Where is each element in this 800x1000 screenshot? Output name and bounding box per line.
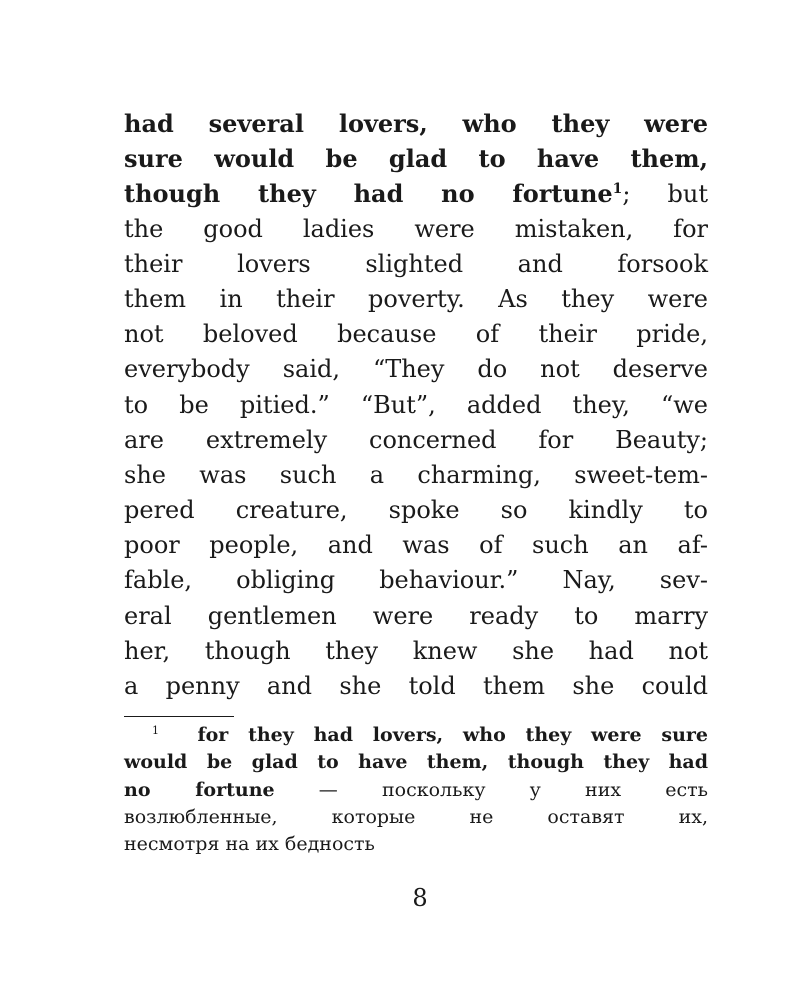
page-number: 8 — [412, 884, 428, 912]
footnote-divider — [124, 716, 234, 717]
footnote-translation: — поскольку у них есть — [274, 778, 709, 801]
body-line — [124, 176, 708, 211]
footnote-bold-text: for they had lovers, who they were sure — [197, 724, 708, 746]
body-line: sure would be glad to have them, — [124, 144, 708, 174]
body-line: a penny and she told them she could — [124, 672, 708, 700]
footnote — [124, 722, 708, 858]
body-line: are extremely concerned for Beauty; — [124, 425, 708, 454]
body-line-bold — [124, 179, 622, 208]
body-line: had several lovers, who they were — [124, 109, 708, 138]
body-line: pered creature, spoke so kindly to — [124, 496, 708, 525]
footnote-bold-text: no fortune — [124, 778, 275, 801]
footnote-marker[interactable]: 1 — [612, 181, 623, 198]
body-line: their lovers slighted and forsook — [124, 249, 708, 278]
body-line: she was such a charming, sweet-tem- — [124, 460, 708, 489]
footnote-bold-text: would be glad to have them, though they had — [124, 751, 708, 774]
body-line: fable, obliging behaviour.” Nay, sev- — [124, 566, 708, 595]
footnote-line — [124, 722, 708, 749]
body-line: not beloved because of their pride, — [124, 320, 708, 349]
body-line: eral gentlemen were ready to marry — [124, 601, 708, 630]
body-line: everybody said, “They do not deserve — [124, 355, 708, 384]
footnote-line — [124, 749, 708, 776]
footnote-number: 1 — [152, 723, 160, 737]
body-line: them in their poverty. As they were — [124, 284, 708, 313]
page-body — [124, 106, 708, 704]
body-line: poor people, and was of such an af- — [124, 531, 708, 560]
body-line: to be pitied.” “But”, added they, “we — [124, 390, 708, 419]
footnote-line: возлюбленные, которые не оставят их, — [124, 805, 708, 828]
footnote-line — [124, 777, 708, 804]
body-line: the good ladies were mistaken, for — [124, 214, 708, 243]
footnote-line: несмотря на их бедность — [124, 833, 375, 856]
body-line: her, though they knew she had not — [124, 636, 708, 665]
body-line-bold-text: though they had no fortune — [124, 179, 613, 209]
body-line-tail: ; but — [622, 180, 708, 209]
